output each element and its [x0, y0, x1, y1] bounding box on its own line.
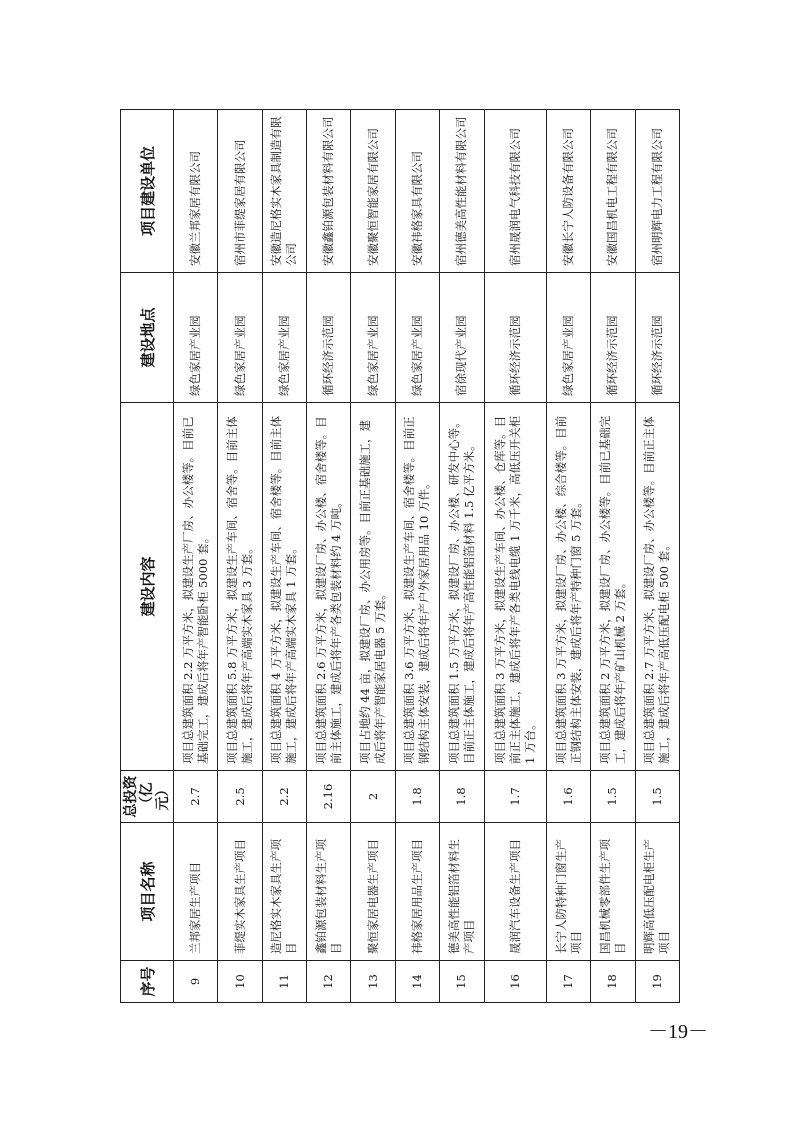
- table-row: [440, 110, 484, 1003]
- table-row: [351, 110, 395, 1003]
- row-location: 绿色家居产业园: [174, 273, 218, 403]
- row-content: 项目总建筑面积 2.2 万平方米，拟建设生产厂房、办公楼等。目前已基础完工，建成后将年产智能卧柜 5000 套。: [174, 403, 218, 771]
- row-unit: 安徽聚恒智能家居有限公司: [351, 110, 395, 273]
- table-row: [218, 110, 262, 1003]
- row-invest: 1.5: [635, 771, 679, 823]
- row-unit: 安徽鑫铂源包装材料有限公司: [307, 110, 351, 273]
- row-content: 项目总建筑面积 3 万平方米，拟建设厂房、办公楼、综合楼等。目前正钢结构主体安装，建成后将年产特种门窗 5 万套。: [546, 403, 590, 771]
- row-content: 项目占地约 44 亩，拟建设厂房、办公用房等。目前正基础施工，建成后将年产智能家居电器 5 万套。: [351, 403, 395, 771]
- row-unit: 宿州德美高性能材料有限公司: [440, 110, 484, 273]
- row-location: 绿色家居产业园: [546, 273, 590, 403]
- row-content: 项目总建筑面积 2.7 万平方米，拟建设厂房、办公楼等。目前正主体施工，建成后将年产高低压配电柜 500 套。: [635, 403, 679, 771]
- row-content: 项目总建筑面积 3.6 万平方米，拟建设生产车间、宿舍楼等。目前正钢结构主体安装，建成后将年产户外家居用品 10 万件。: [395, 403, 439, 771]
- row-unit: 安徽造尼格实木家具制造有限公司: [262, 110, 306, 273]
- row-seq: 19: [635, 961, 679, 1003]
- row-invest: 1.5: [591, 771, 635, 823]
- row-unit: 宿州晟润电气科技有限公司: [484, 110, 546, 273]
- row-seq: 10: [218, 961, 262, 1003]
- row-location: 循环经济示范园: [484, 273, 546, 403]
- row-name: 祎格家居用品生产项目: [395, 823, 439, 961]
- row-unit: 安徽长宁人防设备有限公司: [546, 110, 590, 273]
- row-name: 兰邦家居生产项目: [174, 823, 218, 961]
- row-name: 鑫铂源包装材料生产项目: [307, 823, 351, 961]
- row-location: 循环经济示范园: [635, 273, 679, 403]
- row-content: 项目总建筑面积 3 万平方米，拟建设生产车间、办公楼、仓库等。目前正主体施工，建成后将年产各类电线电缆 1 万千米，高低压开关柜 1 万台。: [484, 403, 546, 771]
- table-row: [484, 110, 546, 1003]
- row-invest: 2.16: [307, 771, 351, 823]
- header-content: 建设内容: [121, 403, 174, 771]
- row-unit: 安徽兰邦家居有限公司: [174, 110, 218, 273]
- row-name: 造尼格实木家具生产项目: [262, 823, 306, 961]
- row-seq: 9: [174, 961, 218, 1003]
- project-table: [120, 109, 680, 1003]
- rotated-table-container: [120, 110, 680, 1003]
- row-location: 宿徐现代产业园: [440, 273, 484, 403]
- row-invest: 1.7: [484, 771, 546, 823]
- row-name: 晟润汽车设备生产项目: [484, 823, 546, 961]
- row-invest: 1.8: [440, 771, 484, 823]
- row-seq: 17: [546, 961, 590, 1003]
- row-name: 明辉高低压配电柜生产项目: [635, 823, 679, 961]
- row-seq: 13: [351, 961, 395, 1003]
- row-location: 绿色家居产业园: [262, 273, 306, 403]
- header-seq: 序号: [121, 961, 174, 1003]
- table-row: [591, 110, 635, 1003]
- header-unit: 项目建设单位: [121, 110, 174, 273]
- table-row: [546, 110, 590, 1003]
- row-invest: 2.5: [218, 771, 262, 823]
- row-name: 聚恒家居电器生产项目: [351, 823, 395, 961]
- row-unit: 安徽祎格家具有限公司: [395, 110, 439, 273]
- table-row: [262, 110, 306, 1003]
- header-name: 项目名称: [121, 823, 174, 961]
- page-number: －19－: [648, 1021, 708, 1043]
- row-seq: 12: [307, 961, 351, 1003]
- row-seq: 18: [591, 961, 635, 1003]
- row-content: 项目总建筑面积 5.8 万平方米，拟建设生产车间、宿舍等。目前主体施工，建成后将年产高端实木家具 3 万套。: [218, 403, 262, 771]
- table-row: [395, 110, 439, 1003]
- row-location: 循环经济示范园: [591, 273, 635, 403]
- row-content: 项目总建筑面积 2.6 万平方米，拟建设厂房、办公楼、宿舍楼等。目前主体施工，建成后将年产各类包装材料约 4 万吨。: [307, 403, 351, 771]
- row-invest: 1.8: [395, 771, 439, 823]
- row-invest: 1.6: [546, 771, 590, 823]
- row-name: 国昌机械零部件生产项目: [591, 823, 635, 961]
- row-location: 绿色家居产业园: [395, 273, 439, 403]
- table-header-row: [121, 110, 174, 1003]
- table-row: [174, 110, 218, 1003]
- row-invest: 2.7: [174, 771, 218, 823]
- row-invest: 2.2: [262, 771, 306, 823]
- row-seq: 16: [484, 961, 546, 1003]
- row-location: 循环经济示范园: [307, 273, 351, 403]
- row-content: 项目总建筑面积 1.5 万平方米，拟建设厂房、办公楼、研发中心等。目前正主体施工，建成后将年产高性能铝箔材料 1.5 亿平方米。: [440, 403, 484, 771]
- row-invest: 2: [351, 771, 395, 823]
- row-content: 项目总建筑面积 2 万平方米，拟建设厂房、办公楼等。目前已基础完工，建成后将年产矿山机械 2 万套。: [591, 403, 635, 771]
- row-name: 菲缇实木家具生产项目: [218, 823, 262, 961]
- header-invest: 总投资（亿元）: [121, 771, 174, 823]
- row-location: 绿色家居产业园: [351, 273, 395, 403]
- row-seq: 14: [395, 961, 439, 1003]
- table-row: [307, 110, 351, 1003]
- row-location: 绿色家居产业园: [218, 273, 262, 403]
- row-seq: 15: [440, 961, 484, 1003]
- header-location: 建设地点: [121, 273, 174, 403]
- table-row: [635, 110, 679, 1003]
- row-name: 长宁人防特种门窗生产项目: [546, 823, 590, 961]
- row-seq: 11: [262, 961, 306, 1003]
- row-unit: 宿州市菲缇家居有限公司: [218, 110, 262, 273]
- row-unit: 宿州明辉电力工程有限公司: [635, 110, 679, 273]
- row-name: 德美高性能铝箔材料生产项目: [440, 823, 484, 961]
- row-unit: 安徽国昌机电工程有限公司: [591, 110, 635, 273]
- row-content: 项目总建筑面积 4 万平方米，拟建设生产车间、宿舍楼等。目前主体施工，建成后将年产高端实木家具 1 万套。: [262, 403, 306, 771]
